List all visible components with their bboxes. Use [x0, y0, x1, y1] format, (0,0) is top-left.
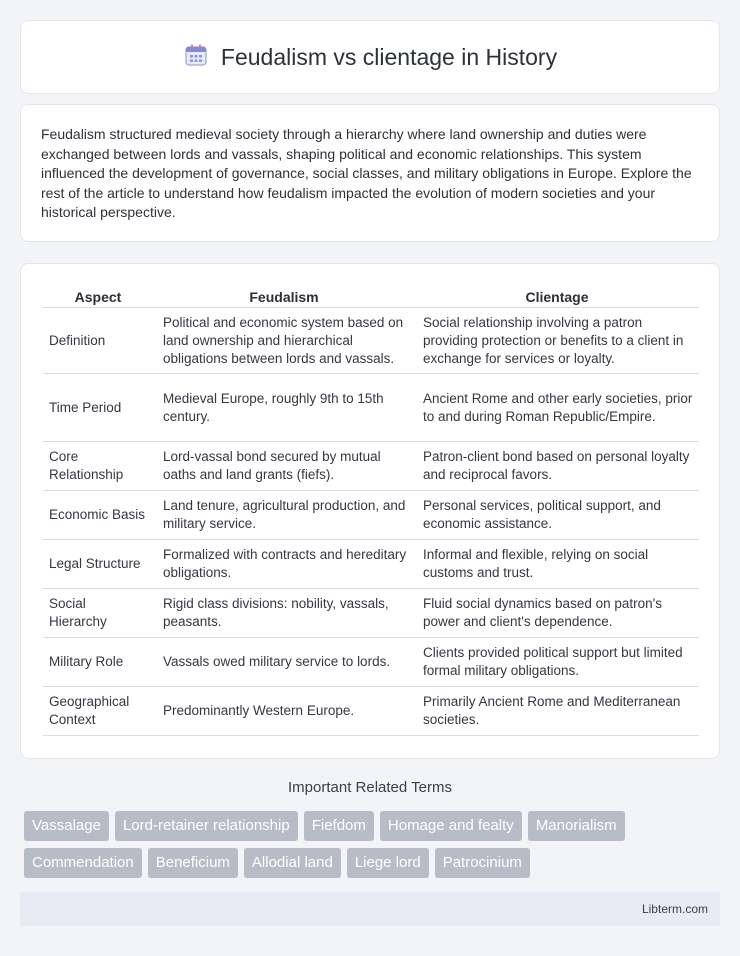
table-row	[43, 638, 699, 687]
tag-homage-and-fealty[interactable]: Homage and fealty	[380, 811, 522, 841]
aspect-cell: Core Relationship	[43, 442, 153, 491]
comparison-table-card	[20, 263, 720, 759]
column-header-feudalism: Feudalism	[153, 284, 415, 308]
aspect-cell: Legal Structure	[43, 540, 153, 589]
comparison-table	[43, 284, 699, 736]
table-row	[43, 491, 699, 540]
clientage-cell: Patron-client bond based on personal loyalty and reciprocal favors.	[415, 442, 699, 491]
calendar-icon	[183, 42, 209, 73]
clientage-cell: Personal services, political support, and economic assistance.	[415, 491, 699, 540]
feudalism-cell: Predominantly Western Europe.	[153, 687, 415, 736]
tag-row	[24, 848, 724, 878]
table-header-row	[43, 284, 699, 308]
tag-beneficium[interactable]: Beneficium	[148, 848, 238, 878]
related-terms-tags	[24, 811, 724, 885]
aspect-cell: Economic Basis	[43, 491, 153, 540]
page-title: Feudalism vs clientage in History	[220, 43, 558, 70]
tag-manorialism[interactable]: Manorialism	[528, 811, 625, 841]
tag-row	[24, 811, 724, 841]
related-terms-title: Important Related Terms	[288, 779, 452, 796]
tag-liege-lord[interactable]: Liege lord	[347, 848, 429, 878]
feudalism-cell: Land tenure, agricultural production, and military service.	[153, 491, 415, 540]
feudalism-cell: Vassals owed military service to lords.	[153, 638, 415, 687]
feudalism-cell: Political and economic system based on land ownership and hierarchical obligations between lords and vassals.	[153, 308, 415, 374]
tag-patrocinium[interactable]: Patrocinium	[435, 848, 530, 878]
aspect-cell: Time Period	[43, 374, 153, 442]
tag-fiefdom[interactable]: Fiefdom	[304, 811, 374, 841]
column-header-clientage: Clientage	[415, 284, 699, 308]
tag-lord-retainer-relationship[interactable]: Lord-retainer relationship	[115, 811, 298, 841]
column-header-aspect: Aspect	[43, 284, 153, 308]
header-card	[20, 20, 720, 94]
table-row	[43, 687, 699, 736]
aspect-cell: Definition	[43, 308, 153, 374]
tag-commendation[interactable]: Commendation	[24, 848, 142, 878]
table-row	[43, 589, 699, 638]
aspect-cell: Social Hierarchy	[43, 589, 153, 638]
feudalism-cell: Medieval Europe, roughly 9th to 15th century.	[153, 374, 415, 442]
table-row	[43, 442, 699, 491]
table-row	[43, 374, 699, 442]
feudalism-cell: Rigid class divisions: nobility, vassals, peasants.	[153, 589, 415, 638]
aspect-cell: Geographical Context	[43, 687, 153, 736]
footer	[20, 892, 720, 926]
tag-vassalage[interactable]: Vassalage	[24, 811, 109, 841]
tag-allodial-land[interactable]: Allodial land	[244, 848, 341, 878]
clientage-cell: Ancient Rome and other early societies, prior to and during Roman Republic/Empire.	[415, 374, 699, 442]
clientage-cell: Informal and flexible, relying on social customs and trust.	[415, 540, 699, 589]
intro-card	[20, 104, 720, 242]
aspect-cell: Military Role	[43, 638, 153, 687]
title-wrap	[183, 42, 557, 73]
feudalism-cell: Formalized with contracts and hereditary obligations.	[153, 540, 415, 589]
intro-text: Feudalism structured medieval society through a hierarchy where land ownership and duties were exchanged between lords and vassals, shaping political and economic relationships. This system influenced the development of governance, social classes, and military obligations in Europe. Explore the rest of the article to understand how feudalism impacted the evolution of modern societies and your historical perspective.	[41, 126, 692, 221]
clientage-cell: Fluid social dynamics based on patron's power and client's dependence.	[415, 589, 699, 638]
clientage-cell: Clients provided political support but limited formal military obligations.	[415, 638, 699, 687]
clientage-cell: Primarily Ancient Rome and Mediterranean societies.	[415, 687, 699, 736]
table-row	[43, 540, 699, 589]
feudalism-cell: Lord-vassal bond secured by mutual oaths and land grants (fiefs).	[153, 442, 415, 491]
clientage-cell: Social relationship involving a patron providing protection or benefits to a client in exchange for services or loyalty.	[415, 308, 699, 374]
table-row	[43, 308, 699, 374]
footer-site-link[interactable]: Libterm.com	[641, 902, 708, 916]
